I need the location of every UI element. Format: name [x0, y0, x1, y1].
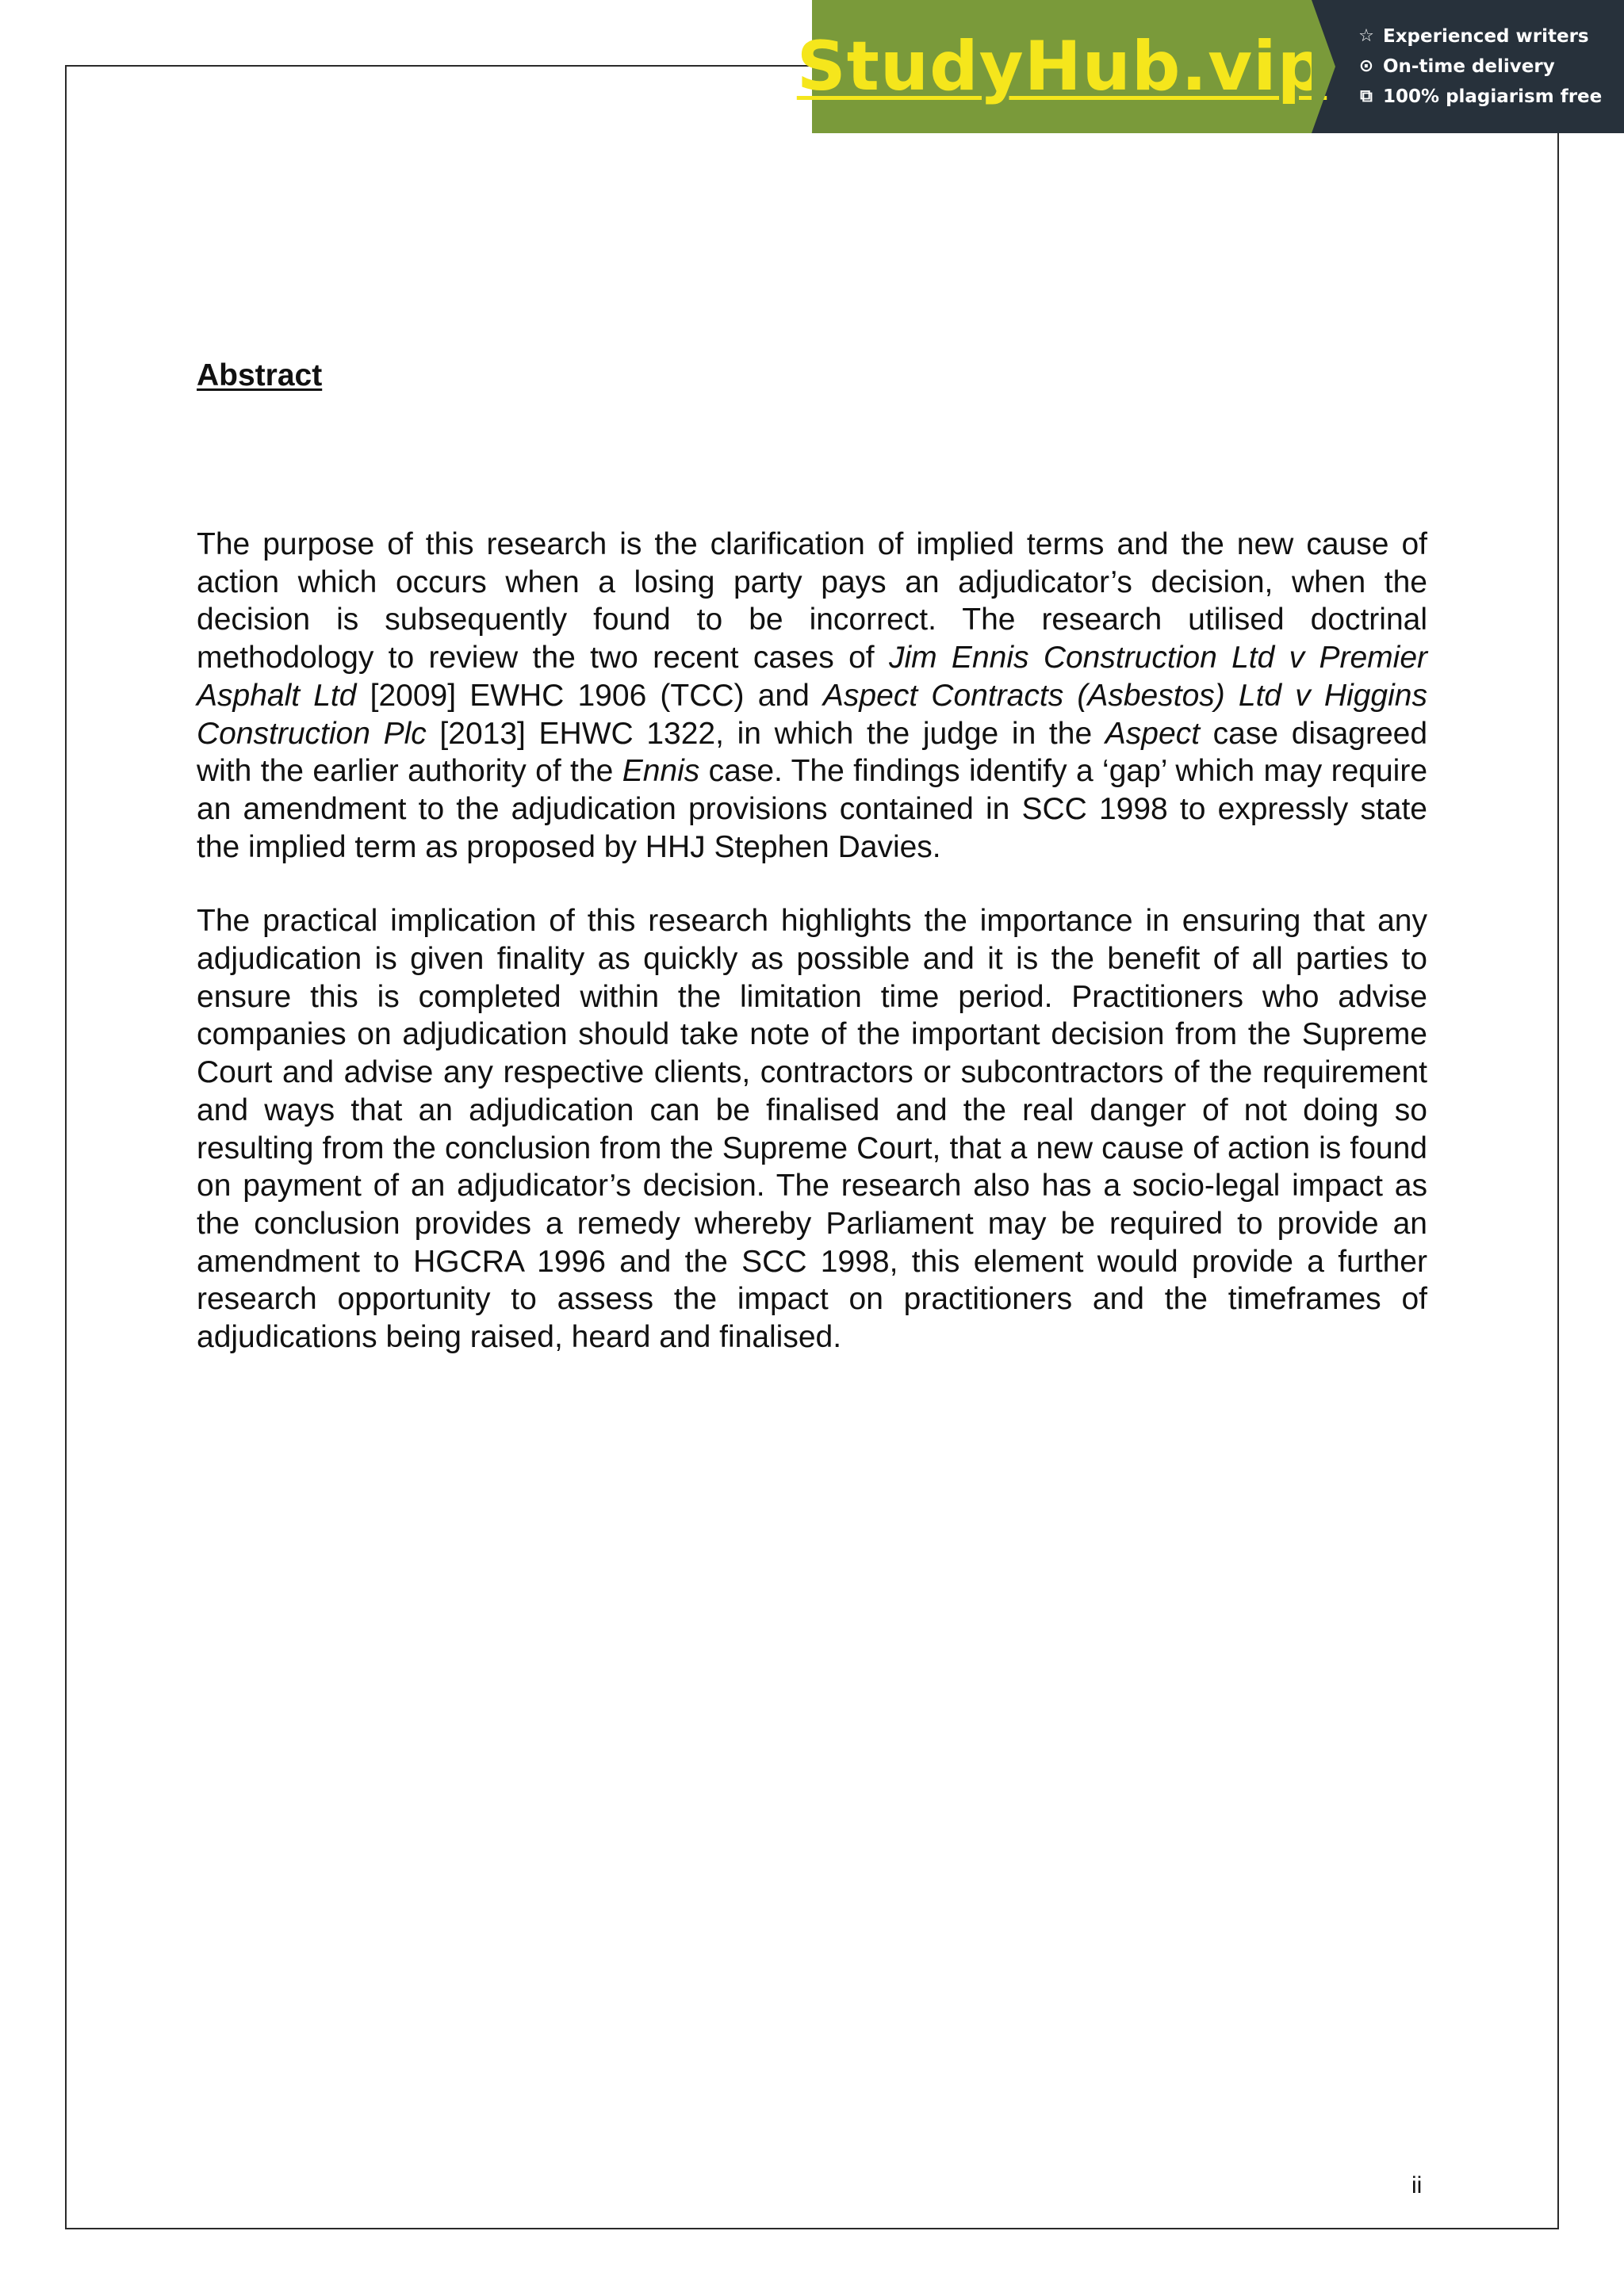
text-run: case. The findings identify a ‘gap’ which may require an amendment to the adjudication provisions contained in SCC 1998 to expressly state the implied term as proposed by HHJ Stephen Davies. [197, 754, 1428, 864]
case-name: Aspect Contracts (Asbestos) Ltd v Higgins Construction Plc [197, 678, 1427, 751]
text-run: case disagreed with the earlier authority of the [197, 716, 1428, 789]
studyhub-logo[interactable] [796, 0, 1327, 133]
case-name: Aspect [1105, 716, 1201, 751]
document-copy-icon: ⧉ [1360, 86, 1373, 106]
page-title: Abstract [197, 358, 323, 392]
star-icon: ☆ [1358, 26, 1374, 46]
ad-banner[interactable] [796, 0, 1624, 133]
case-name: Ennis [622, 754, 700, 789]
clock-icon: ⊙ [1358, 56, 1374, 76]
abstract-body [197, 526, 1427, 1393]
page-number: ii [1411, 2172, 1423, 2198]
feature-plagiarism-free [1358, 85, 1624, 109]
paragraph-practical-implication: The practical implication of this research highlights the importance in ensuring that any adjudication is given finality as quickly as possible and it is the benefit of all parties to ensure this is completed within the limitation time period. Practitioners who advise companies on adjudication should take note of the important decision from the Supreme Court and advise any respective clients, contractors or subcontractors of the requirement and ways that an adjudication can be finalised and the real danger of not doing so resulting from the conclusion from the Supreme Court, that a new cause of action is found on payment of an adjudicator’s decision. The research also has a socio-legal impact as the conclusion provides a remedy whereby Parliament may be required to provide an amendment to HGCRA 1996 and the SCC 1998, this element would provide a further research opportunity to assess the impact on practitioners and the timeframes of adjudications being raised, heard and finalised. [197, 904, 1427, 1355]
text-run: The purpose of this research is the clarification of implied terms and the new cause of action which occurs when a losing party pays an adjudicator’s decision, when the decision is subsequently found to be incorrect. The research utilised doctrinal methodology to review the two recent cases of [197, 527, 1427, 675]
text-run: [2013] EHWC 1322, in which the judge in the [426, 716, 1105, 751]
logo-text: StudyHub.vip [796, 27, 1327, 106]
paragraph-purpose [197, 526, 1427, 866]
feature-label: 100% plagiarism free [1383, 86, 1603, 107]
text-run: [2009] EWHC 1906 (TCC) and [356, 678, 823, 713]
feature-on-time-delivery [1358, 55, 1624, 78]
feature-label: Experienced writers [1383, 26, 1589, 47]
banner-features [1312, 0, 1624, 133]
case-name: Jim Ennis Construction Ltd v Premier Asphalt Ltd [197, 641, 1427, 713]
feature-experienced-writers [1358, 25, 1624, 48]
feature-label: On-time delivery [1383, 56, 1555, 77]
